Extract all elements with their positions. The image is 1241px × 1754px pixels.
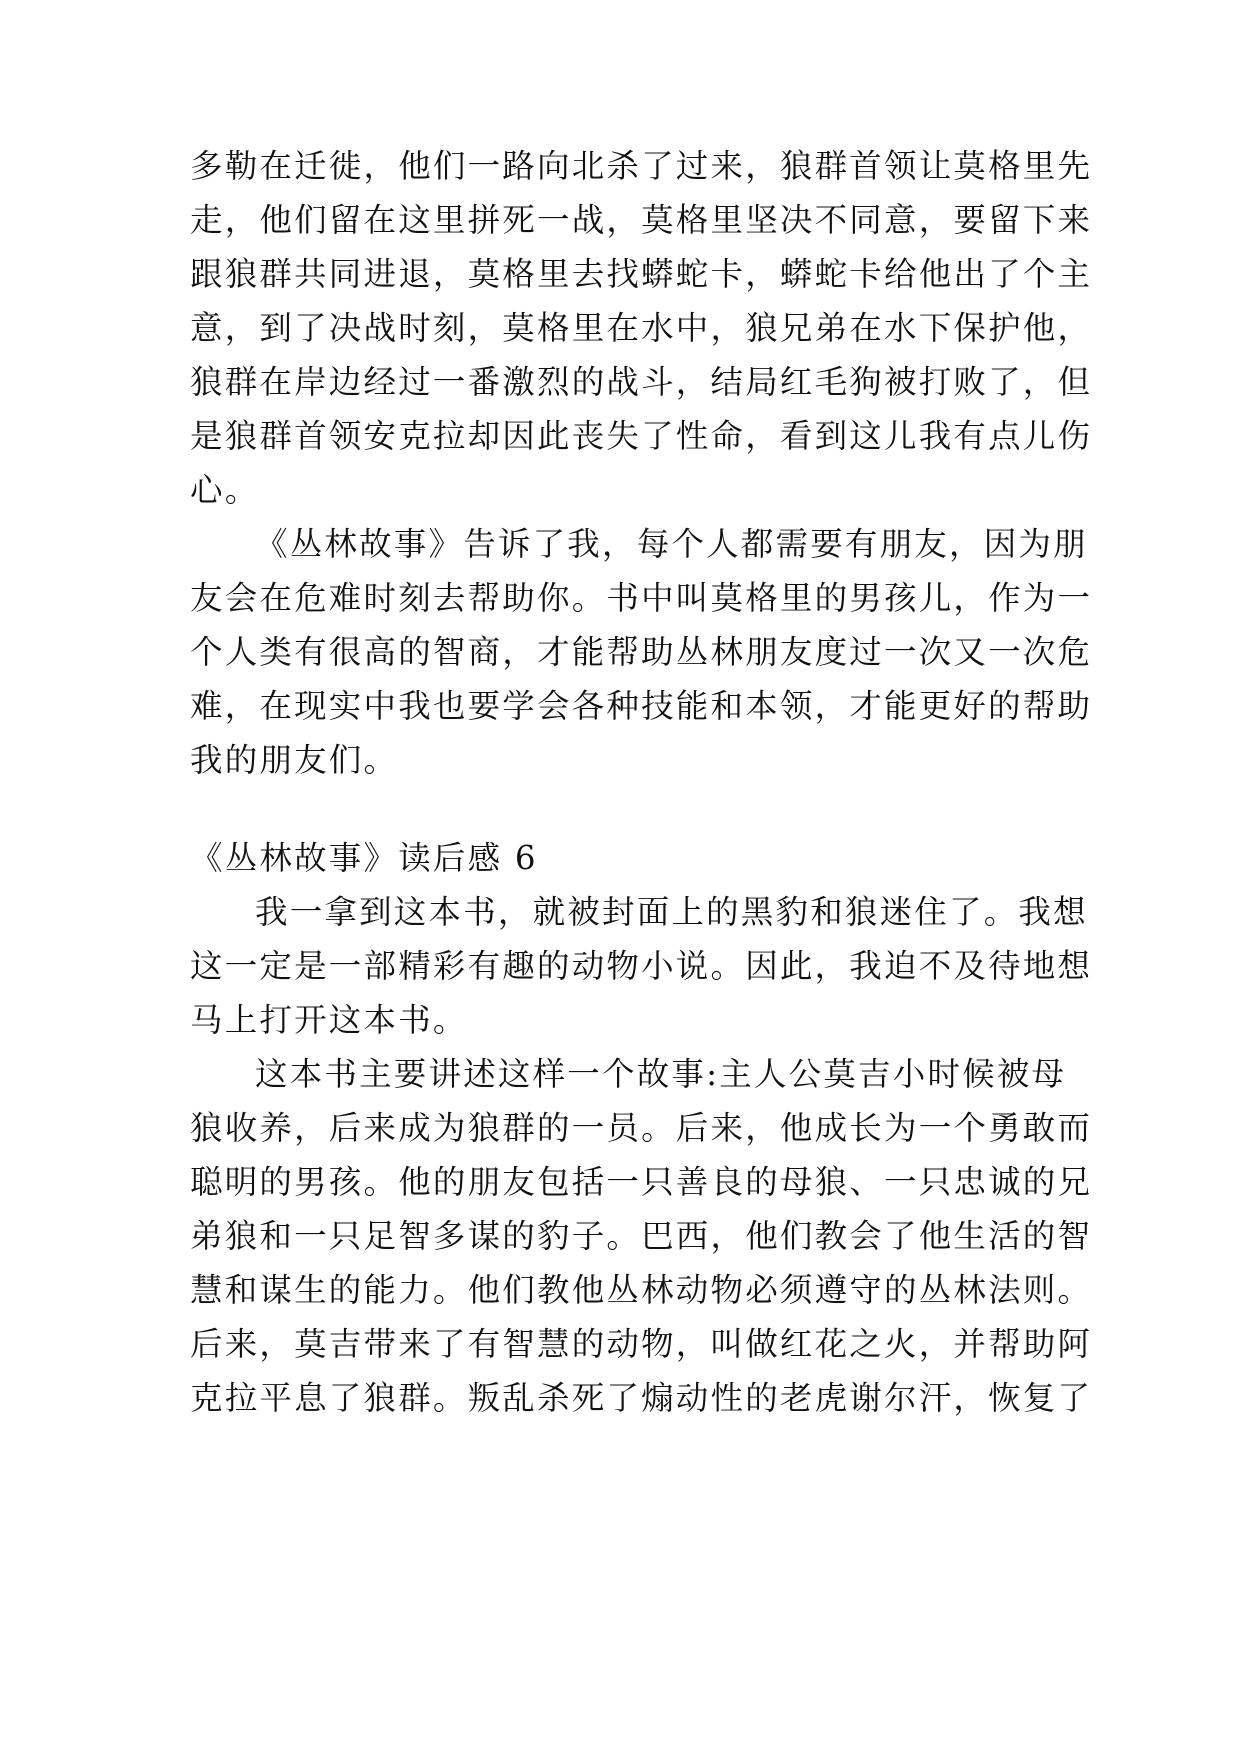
paragraph-line: 《丛林故事》告诉了我，每个人都需要有朋友，因为朋 [255,525,1088,563]
paragraph-line: 多勒在迁徙，他们一路向北杀了过来，狼群首领让莫格里先 [190,147,1093,185]
paragraph-line: 我的朋友们。 [190,741,399,779]
paragraph-line: 友会在危难时刻去帮助你。书中叫莫格里的男孩儿，作为一 [190,579,1093,617]
paragraph-line: 狼群在岸边经过一番激烈的战斗，结局红毛狗被打败了，但 [190,363,1093,401]
paragraph-line: 马上打开这本书。 [190,1001,468,1039]
paragraph-line: 弟狼和一只足智多谋的豹子。巴西，他们教会了他生活的智 [190,1217,1093,1255]
paragraph-line: 意，到了决战时刻，莫格里在水中，狼兄弟在水下保护他， [190,309,1093,347]
paragraph-line: 这一定是一部精彩有趣的动物小说。因此，我迫不及待地想 [190,947,1093,985]
paragraph-line: 难，在现实中我也要学会各种技能和本领，才能更好的帮助 [190,687,1093,725]
section-heading: 《丛林故事》读后感 6 [190,839,538,877]
paragraph-line: 跟狼群共同进退，莫格里去找蟒蛇卡，蟒蛇卡给他出了个主 [190,255,1093,293]
paragraph-line: 慧和谋生的能力。他们教他丛林动物必须遵守的丛林法则。 [190,1271,1093,1309]
paragraph-line: 是狼群首领安克拉却因此丧失了性命，看到这儿我有点儿伤 [190,417,1093,455]
paragraph-line: 克拉平息了狼群。叛乱杀死了煽动性的老虎谢尔汗，恢复了 [190,1379,1093,1417]
paragraph-line: 个人类有很高的智商，才能帮助丛林朋友度过一次又一次危 [190,633,1093,671]
paragraph-line: 聪明的男孩。他的朋友包括一只善良的母狼、一只忠诚的兄 [190,1163,1093,1201]
paragraph-line: 后来，莫吉带来了有智慧的动物，叫做红花之火，并帮助阿 [190,1325,1093,1363]
paragraph-line: 心。 [190,471,260,509]
paragraph-line: 这本书主要讲述这样一个故事:主人公莫吉小时候被母 [255,1055,1067,1093]
paragraph-line: 狼收养，后来成为狼群的一员。后来，他成长为一个勇敢而 [190,1109,1093,1147]
paragraph-line: 我一拿到这本书，就被封面上的黑豹和狼迷住了。我想 [255,893,1088,931]
paragraph-line: 走，他们留在这里拼死一战，莫格里坚决不同意，要留下来 [190,201,1093,239]
